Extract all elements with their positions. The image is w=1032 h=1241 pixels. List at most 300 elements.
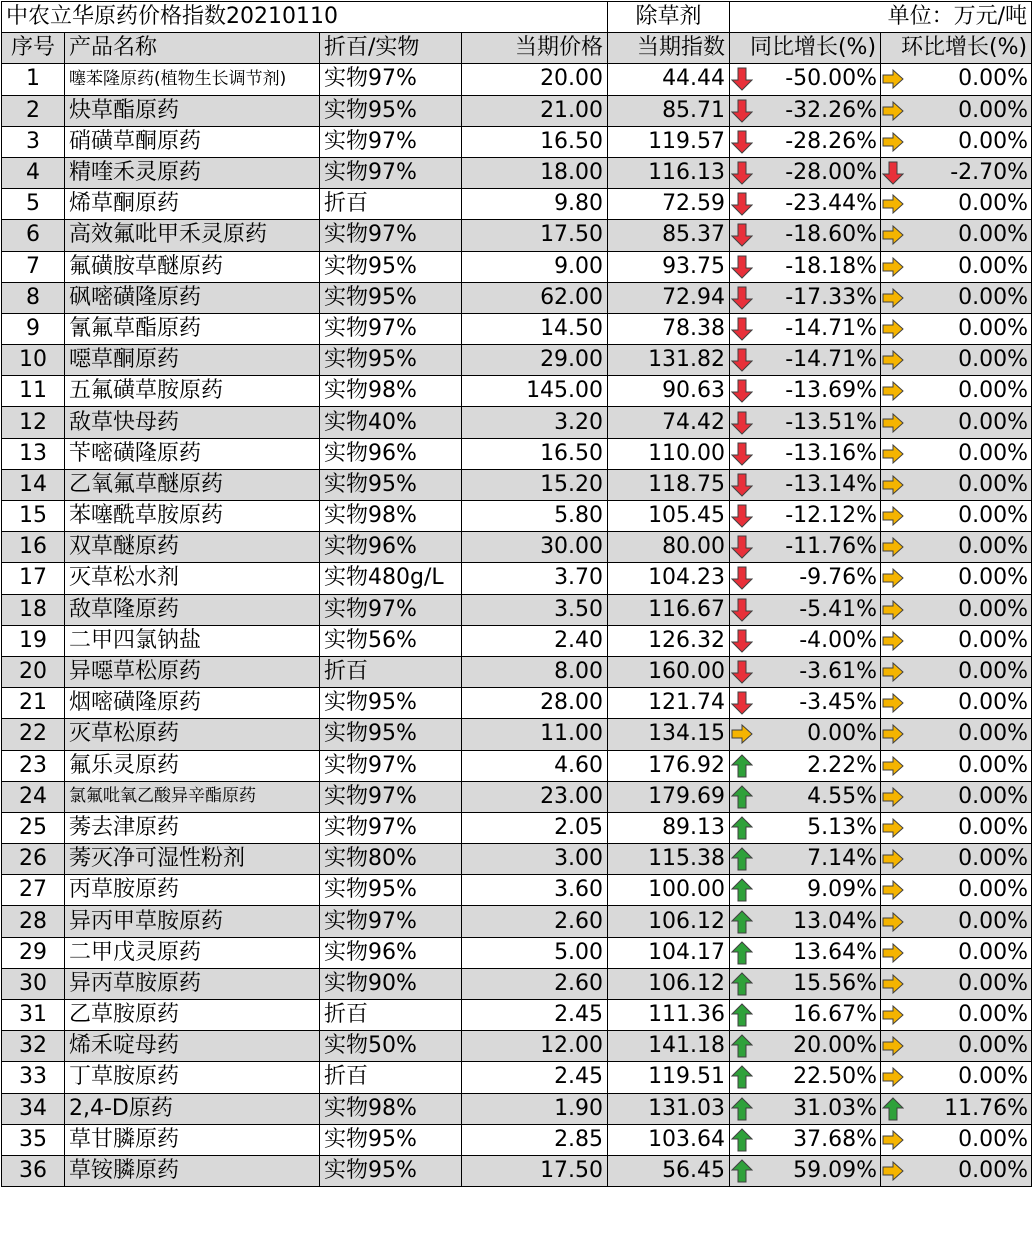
table-row [2,157,1032,188]
mom-cell [881,220,1032,251]
mom-value: 0.00% [958,128,1029,154]
mom-cell [881,1000,1032,1031]
row-no: 1 [2,64,65,95]
product-spec: 实物98% [320,1093,462,1124]
down-arrow-icon [731,348,753,372]
product-name: 氰氟草酯原药 [65,313,320,344]
product-spec: 折百 [320,1062,462,1093]
row-no: 14 [2,469,65,500]
current-index: 116.67 [608,594,730,625]
current-index: 118.75 [608,469,730,500]
yoy-cell [730,220,881,251]
flat-arrow-icon [882,722,904,746]
current-price: 9.80 [462,189,608,220]
table-row [2,906,1032,937]
product-spec: 实物98% [320,376,462,407]
flat-arrow-icon [882,1034,904,1058]
table-row [2,189,1032,220]
product-spec: 折百 [320,1000,462,1031]
table-row [2,345,1032,376]
mom-cell [881,1155,1032,1186]
current-price: 2.85 [462,1124,608,1155]
product-name: 氟乐灵原药 [65,750,320,781]
flat-arrow-icon [882,130,904,154]
row-no: 32 [2,1031,65,1062]
flat-arrow-icon [882,1003,904,1027]
flat-arrow-icon [882,223,904,247]
product-spec: 实物95% [320,95,462,126]
table-row [2,563,1032,594]
table-row [2,844,1032,875]
product-spec: 实物97% [320,220,462,251]
price-index-table [1,1,1032,1187]
flat-arrow-icon [882,411,904,435]
yoy-cell [730,157,881,188]
unit-label: 单位：万元/吨 [730,2,1032,33]
flat-arrow-icon [731,722,753,746]
mom-value: 0.00% [958,66,1029,92]
table-row [2,781,1032,812]
row-no: 36 [2,1155,65,1186]
product-spec: 实物97% [320,594,462,625]
down-arrow-icon [731,255,753,279]
mom-cell [881,64,1032,95]
current-index: 78.38 [608,313,730,344]
product-spec: 实物98% [320,501,462,532]
table-row [2,719,1032,750]
yoy-cell [730,313,881,344]
product-spec: 折百 [320,656,462,687]
row-no: 5 [2,189,65,220]
table-row [2,95,1032,126]
product-spec: 实物95% [320,1124,462,1155]
current-index: 111.36 [608,1000,730,1031]
flat-arrow-icon [882,317,904,341]
table-row [2,937,1032,968]
flat-arrow-icon [882,379,904,403]
yoy-value: 59.09% [793,1158,878,1184]
table-row [2,282,1032,313]
table-row [2,750,1032,781]
mom-cell [881,906,1032,937]
current-price: 16.50 [462,438,608,469]
current-price: 5.80 [462,501,608,532]
mom-cell [881,656,1032,687]
product-spec: 实物95% [320,282,462,313]
row-no: 12 [2,407,65,438]
current-price: 3.20 [462,407,608,438]
product-name: 五氟磺草胺原药 [65,376,320,407]
yoy-value: -28.00% [785,160,878,186]
down-arrow-icon [731,223,753,247]
product-spec: 实物50% [320,1031,462,1062]
mom-cell [881,719,1032,750]
current-index: 85.37 [608,220,730,251]
product-spec: 实物96% [320,937,462,968]
current-price: 2.40 [462,625,608,656]
yoy-cell [730,282,881,313]
product-name: 双草醚原药 [65,532,320,563]
up-arrow-icon [882,1097,904,1121]
current-price: 21.00 [462,95,608,126]
product-name: 氟磺胺草醚原药 [65,251,320,282]
flat-arrow-icon [882,1159,904,1183]
header-index: 当期指数 [608,33,730,64]
product-name: 苯噻酰草胺原药 [65,501,320,532]
product-spec: 实物40% [320,407,462,438]
current-index: 106.12 [608,968,730,999]
current-price: 5.00 [462,937,608,968]
mom-value: 0.00% [958,1002,1029,1028]
current-price: 23.00 [462,781,608,812]
yoy-value: -3.45% [799,690,878,716]
flat-arrow-icon [882,67,904,91]
product-name: 二甲四氯钠盐 [65,625,320,656]
flat-arrow-icon [882,473,904,497]
yoy-cell [730,126,881,157]
flat-arrow-icon [882,535,904,559]
current-price: 17.50 [462,220,608,251]
current-index: 80.00 [608,532,730,563]
product-spec: 实物90% [320,968,462,999]
mom-cell [881,1093,1032,1124]
current-price: 2.45 [462,1000,608,1031]
product-spec: 实物96% [320,438,462,469]
yoy-cell [730,563,881,594]
up-arrow-icon [731,1128,753,1152]
flat-arrow-icon [882,816,904,840]
table-row [2,1000,1032,1031]
yoy-cell [730,812,881,843]
product-name: 高效氟吡甲禾灵原药 [65,220,320,251]
product-spec: 实物97% [320,812,462,843]
mom-value: 0.00% [958,315,1029,341]
header-no: 序号 [2,33,65,64]
yoy-value: -5.41% [799,596,878,622]
product-spec: 实物95% [320,1155,462,1186]
table-row [2,1155,1032,1186]
yoy-value: 2.22% [807,752,878,778]
product-name: 异丙甲草胺原药 [65,906,320,937]
mom-cell [881,251,1032,282]
yoy-cell [730,64,881,95]
current-price: 18.00 [462,157,608,188]
category-label: 除草剂 [608,2,730,33]
current-index: 89.13 [608,812,730,843]
down-arrow-icon [731,411,753,435]
row-no: 23 [2,750,65,781]
yoy-cell [730,625,881,656]
mom-cell [881,438,1032,469]
row-no: 26 [2,844,65,875]
yoy-value: -13.16% [785,440,878,466]
mom-cell [881,750,1032,781]
current-price: 16.50 [462,126,608,157]
current-price: 14.50 [462,313,608,344]
up-arrow-icon [731,972,753,996]
current-price: 15.20 [462,469,608,500]
mom-value: 0.00% [958,440,1029,466]
down-arrow-icon [731,660,753,684]
table-row [2,1093,1032,1124]
row-no: 15 [2,501,65,532]
down-arrow-icon [731,504,753,528]
table-title: 中农立华原药价格指数20210110 [2,2,608,33]
row-no: 18 [2,594,65,625]
yoy-value: 31.03% [793,1095,878,1121]
current-index: 106.12 [608,906,730,937]
product-spec: 实物97% [320,750,462,781]
mom-value: 0.00% [958,284,1029,310]
mom-cell [881,157,1032,188]
flat-arrow-icon [882,1128,904,1152]
yoy-cell [730,594,881,625]
product-name: 莠灭净可湿性粉剂 [65,844,320,875]
up-arrow-icon [731,816,753,840]
yoy-value: -28.26% [785,128,878,154]
yoy-cell [730,937,881,968]
current-price: 28.00 [462,688,608,719]
current-index: 44.44 [608,64,730,95]
yoy-cell [730,719,881,750]
mom-cell [881,812,1032,843]
yoy-value: 16.67% [793,1002,878,1028]
table-row [2,688,1032,719]
current-index: 85.71 [608,95,730,126]
header-name: 产品名称 [65,33,320,64]
down-arrow-icon [731,598,753,622]
table-row [2,501,1032,532]
down-arrow-icon [731,130,753,154]
yoy-cell [730,438,881,469]
mom-cell [881,1031,1032,1062]
mom-value: 0.00% [958,565,1029,591]
yoy-value: -13.69% [785,378,878,404]
yoy-value: 7.14% [807,846,878,872]
product-name: 噻苯隆原药(植物生长调节剂) [65,64,320,95]
flat-arrow-icon [882,286,904,310]
yoy-cell [730,1000,881,1031]
current-index: 116.13 [608,157,730,188]
down-arrow-icon [731,629,753,653]
product-name: 乙氧氟草醚原药 [65,469,320,500]
product-spec: 实物97% [320,781,462,812]
mom-value: 0.00% [958,659,1029,685]
header-mom: 环比增长(%) [881,33,1032,64]
yoy-value: 9.09% [807,877,878,903]
mom-cell [881,189,1032,220]
mom-value: 0.00% [958,814,1029,840]
row-no: 16 [2,532,65,563]
yoy-value: -12.12% [785,503,878,529]
current-price: 2.05 [462,812,608,843]
current-index: 119.51 [608,1062,730,1093]
product-name: 草甘膦原药 [65,1124,320,1155]
mom-value: 0.00% [958,721,1029,747]
product-name: 炔草酯原药 [65,95,320,126]
flat-arrow-icon [882,1065,904,1089]
current-price: 3.00 [462,844,608,875]
table-row [2,656,1032,687]
yoy-cell [730,95,881,126]
product-name: 苄嘧磺隆原药 [65,438,320,469]
current-index: 141.18 [608,1031,730,1062]
flat-arrow-icon [882,660,904,684]
product-name: 丁草胺原药 [65,1062,320,1093]
table-row [2,1031,1032,1062]
row-no: 2 [2,95,65,126]
up-arrow-icon [731,1034,753,1058]
yoy-value: 20.00% [793,1033,878,1059]
header-yoy: 同比增长(%) [730,33,881,64]
product-spec: 实物95% [320,719,462,750]
yoy-value: 15.56% [793,970,878,996]
yoy-cell [730,1093,881,1124]
row-no: 34 [2,1093,65,1124]
row-no: 20 [2,656,65,687]
current-price: 20.00 [462,64,608,95]
yoy-cell [730,1031,881,1062]
product-name: 烯草酮原药 [65,189,320,220]
mom-cell [881,126,1032,157]
product-spec: 实物56% [320,625,462,656]
flat-arrow-icon [882,192,904,216]
current-index: 105.45 [608,501,730,532]
down-arrow-icon [731,286,753,310]
current-index: 90.63 [608,376,730,407]
yoy-cell [730,532,881,563]
yoy-cell [730,968,881,999]
product-spec: 实物95% [320,875,462,906]
current-index: 72.94 [608,282,730,313]
mom-value: 0.00% [958,627,1029,653]
current-index: 131.03 [608,1093,730,1124]
down-arrow-icon [731,67,753,91]
current-price: 145.00 [462,376,608,407]
yoy-value: 4.55% [807,783,878,809]
product-name: 灭草松原药 [65,719,320,750]
current-index: 126.32 [608,625,730,656]
table-row [2,220,1032,251]
product-spec: 实物97% [320,157,462,188]
mom-value: 0.00% [958,596,1029,622]
mom-cell [881,376,1032,407]
mom-cell [881,625,1032,656]
mom-cell [881,532,1032,563]
current-index: 93.75 [608,251,730,282]
down-arrow-icon [731,379,753,403]
mom-value: 0.00% [958,690,1029,716]
yoy-value: -23.44% [785,191,878,217]
yoy-value: -13.14% [785,471,878,497]
mom-cell [881,1062,1032,1093]
yoy-value: 22.50% [793,1064,878,1090]
flat-arrow-icon [882,598,904,622]
up-arrow-icon [731,941,753,965]
current-price: 11.00 [462,719,608,750]
current-index: 110.00 [608,438,730,469]
row-no: 24 [2,781,65,812]
down-arrow-icon [731,535,753,559]
product-name: 草铵膦原药 [65,1155,320,1186]
mom-value: -2.70% [950,160,1029,186]
mom-cell [881,594,1032,625]
down-arrow-icon [731,442,753,466]
table-row [2,875,1032,906]
product-spec: 实物80% [320,844,462,875]
product-name: 敌草快母药 [65,407,320,438]
current-price: 8.00 [462,656,608,687]
row-no: 13 [2,438,65,469]
row-no: 9 [2,313,65,344]
mom-cell [881,844,1032,875]
flat-arrow-icon [882,442,904,466]
current-price: 2.45 [462,1062,608,1093]
row-no: 35 [2,1124,65,1155]
yoy-value: -11.76% [785,534,878,560]
current-index: 119.57 [608,126,730,157]
current-index: 160.00 [608,656,730,687]
yoy-value: 13.64% [793,939,878,965]
current-price: 12.00 [462,1031,608,1062]
up-arrow-icon [731,1097,753,1121]
current-index: 115.38 [608,844,730,875]
mom-value: 0.00% [958,970,1029,996]
table-row [2,438,1032,469]
mom-value: 0.00% [958,752,1029,778]
product-name: 精喹禾灵原药 [65,157,320,188]
mom-cell [881,968,1032,999]
mom-cell [881,407,1032,438]
mom-cell [881,937,1032,968]
mom-cell [881,501,1032,532]
flat-arrow-icon [882,99,904,123]
yoy-value: -17.33% [785,284,878,310]
flat-arrow-icon [882,348,904,372]
up-arrow-icon [731,785,753,809]
row-no: 25 [2,812,65,843]
mom-value: 0.00% [958,908,1029,934]
product-spec: 实物95% [320,469,462,500]
up-arrow-icon [731,878,753,902]
flat-arrow-icon [882,566,904,590]
flat-arrow-icon [882,691,904,715]
row-no: 31 [2,1000,65,1031]
row-no: 21 [2,688,65,719]
product-name: 异丙草胺原药 [65,968,320,999]
row-no: 17 [2,563,65,594]
table-row [2,251,1032,282]
product-name: 敌草隆原药 [65,594,320,625]
current-price: 1.90 [462,1093,608,1124]
yoy-cell [730,656,881,687]
flat-arrow-icon [882,785,904,809]
current-index: 56.45 [608,1155,730,1186]
mom-cell [881,563,1032,594]
yoy-value: -18.18% [785,253,878,279]
mom-cell [881,781,1032,812]
row-no: 28 [2,906,65,937]
mom-value: 0.00% [958,534,1029,560]
mom-value: 0.00% [958,222,1029,248]
mom-value: 0.00% [958,253,1029,279]
mom-value: 0.00% [958,1158,1029,1184]
yoy-cell [730,688,881,719]
flat-arrow-icon [882,255,904,279]
product-name: 乙草胺原药 [65,1000,320,1031]
current-index: 131.82 [608,345,730,376]
down-arrow-icon [731,99,753,123]
